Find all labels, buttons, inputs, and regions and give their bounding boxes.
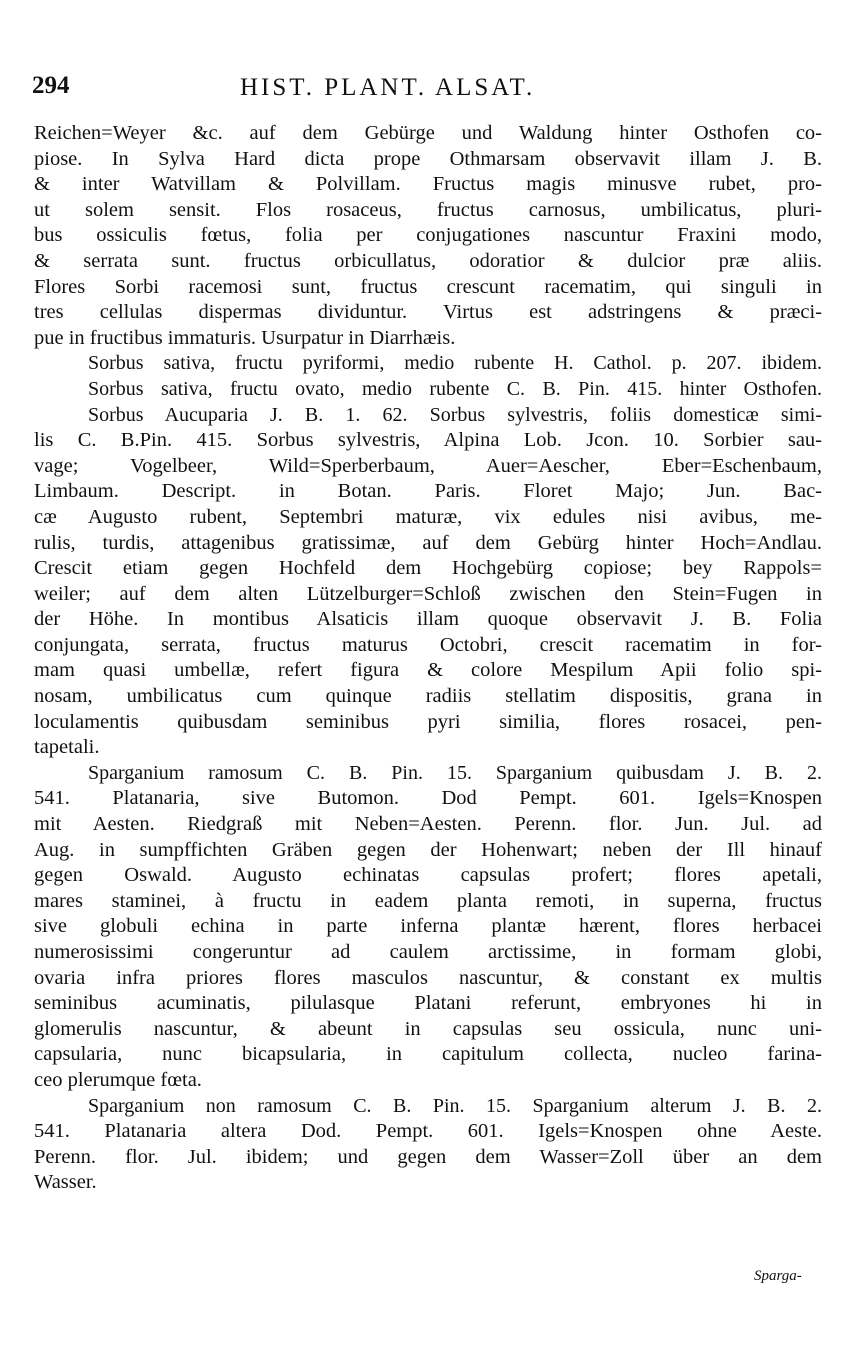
text-line: numerosissimi congeruntur ad caulem arctissime, in formam globi, — [34, 941, 822, 963]
text-line: sive globuli echina in parte inferna plantæ hærent, flores herbacei — [34, 915, 822, 938]
text-line: pue in fructibus immaturis. Usurpatur in Diarrhæis. — [34, 326, 456, 349]
text-line: weiler; auf dem alten Lützelburger=Schloß zwischen den Stein=Fugen in — [34, 582, 822, 605]
text-line: nosam, umbilicatus cum quinque radiis stellatim dispositis, grana in — [34, 685, 822, 708]
catchword: Sparga- — [754, 1268, 802, 1284]
text-line: ceo plerumque fœta. — [34, 1068, 202, 1091]
text-line: tapetali. — [34, 736, 100, 759]
text-line: piose. In Sylva Hard dicta prope Othmarsam observavit illam J. B. — [34, 147, 822, 170]
text-line: ut solem sensit. Flos rosaceus, fructus carnosus, umbilicatus, pluri- — [34, 198, 822, 221]
text-line: tres cellulas dispermas dividuntur. Virtus est adstringens & præci- — [34, 301, 822, 324]
synonym-line: Sparganium ramosum C. B. Pin. 15. Sparganium quibusdam J. B. 2. — [88, 761, 822, 784]
text-line: Crescit etiam gegen Hochfeld dem Hochgebürg copiose; bey Rappols= — [34, 557, 822, 580]
text-line: rulis, turdis, attagenibus gratissimæ, auf dem Gebürg hinter Hoch=Andlau. — [34, 531, 822, 554]
text-line: der Höhe. In montibus Alsaticis illam quoque observavit J. B. Folia — [34, 608, 822, 631]
synonym-line: Sorbus Aucuparia J. B. 1. 62. Sorbus sylvestris, foliis domesticæ simi- — [88, 403, 822, 426]
text-line: Wasser. — [34, 1171, 97, 1194]
text-line: Flores Sorbi racemosi sunt, fructus crescunt racematim, qui singuli in — [34, 275, 822, 298]
text-line: ovaria infra priores flores masculos nascuntur, & constant ex multis — [34, 966, 822, 989]
text-line: conjungata, serrata, fructus maturus Octobri, crescit racematim in for- — [34, 633, 822, 656]
text-line: loculamentis quibusdam seminibus pyri similia, flores rosacei, pen- — [34, 710, 822, 733]
text-line: Perenn. flor. Jul. ibidem; und gegen dem Wasser=Zoll über an dem — [34, 1145, 822, 1168]
text-line: mit Aesten. Riedgraß mit Neben=Aesten. Perenn. flor. Jun. Jul. ad — [34, 813, 822, 836]
text-line: & serrata sunt. fructus orbicullatus, odoratior & dulcior præ aliis. — [34, 249, 822, 272]
text-line: Limbaum. Descript. in Botan. Paris. Floret Majo; Jun. Bac- — [34, 480, 822, 503]
body-text — [34, 121, 822, 1196]
text-line: glomerulis nascuntur, & abeunt in capsulas seu ossicula, nunc uni- — [34, 1017, 822, 1040]
text-line: mares staminei, à fructu in eadem planta remoti, in superna, fructus — [34, 889, 822, 912]
text-line: & inter Watvillam & Polvillam. Fructus magis minusve rubet, pro- — [34, 173, 822, 196]
text-line: 541. Platanaria, sive Butomon. Dod Pempt. 601. Igels=Knospen — [34, 787, 822, 810]
text-line: Reichen=Weyer &c. auf dem Gebürge und Waldung hinter Osthofen co- — [34, 122, 822, 144]
text-line: lis C. B.Pin. 415. Sorbus sylvestris, Alpina Lob. Jcon. 10. Sorbier sau- — [34, 429, 822, 452]
synonym-line: Sorbus sativa, fructu ovato, medio rubente C. B. Pin. 415. hinter Osthofen. — [88, 377, 822, 400]
text-line: Aug. in sumpffichten Gräben gegen der Hohenwart; neben der Ill hinauf — [34, 838, 822, 861]
synonym-line: Sparganium non ramosum C. B. Pin. 15. Sparganium alterum J. B. 2. — [88, 1094, 822, 1117]
page-number: 294 — [32, 72, 70, 99]
text-line: capsularia, nunc bicapsularia, in capitulum collecta, nucleo farina- — [34, 1043, 822, 1066]
text-line: bus ossiculis fœtus, folia per conjugationes nascuntur Fraxini modo, — [34, 224, 822, 247]
text-line: gegen Oswald. Augusto echinatas capsulas profert; flores apetali, — [34, 864, 822, 887]
text-line: 541. Platanaria altera Dod. Pempt. 601. Igels=Knospen ohne Aeste. — [34, 1120, 822, 1143]
text-line: mam quasi umbellæ, refert figura & colore Mespilum Apii folio spi- — [34, 659, 822, 682]
running-head: HIST. PLANT. ALSAT. — [240, 74, 536, 101]
synonym-line: Sorbus sativa, fructu pyriformi, medio rubente H. Cathol. p. 207. ibidem. — [88, 352, 822, 375]
text-line: seminibus acuminatis, pilulasque Platani referunt, embryones hi in — [34, 992, 822, 1015]
text-line: vage; Vogelbeer, Wild=Sperberbaum, Auer=Aescher, Eber=Eschenbaum, — [34, 454, 822, 477]
text-line: cæ Augusto rubent, Septembri maturæ, vix edules nisi avibus, me- — [34, 505, 822, 528]
page-header — [32, 72, 822, 112]
